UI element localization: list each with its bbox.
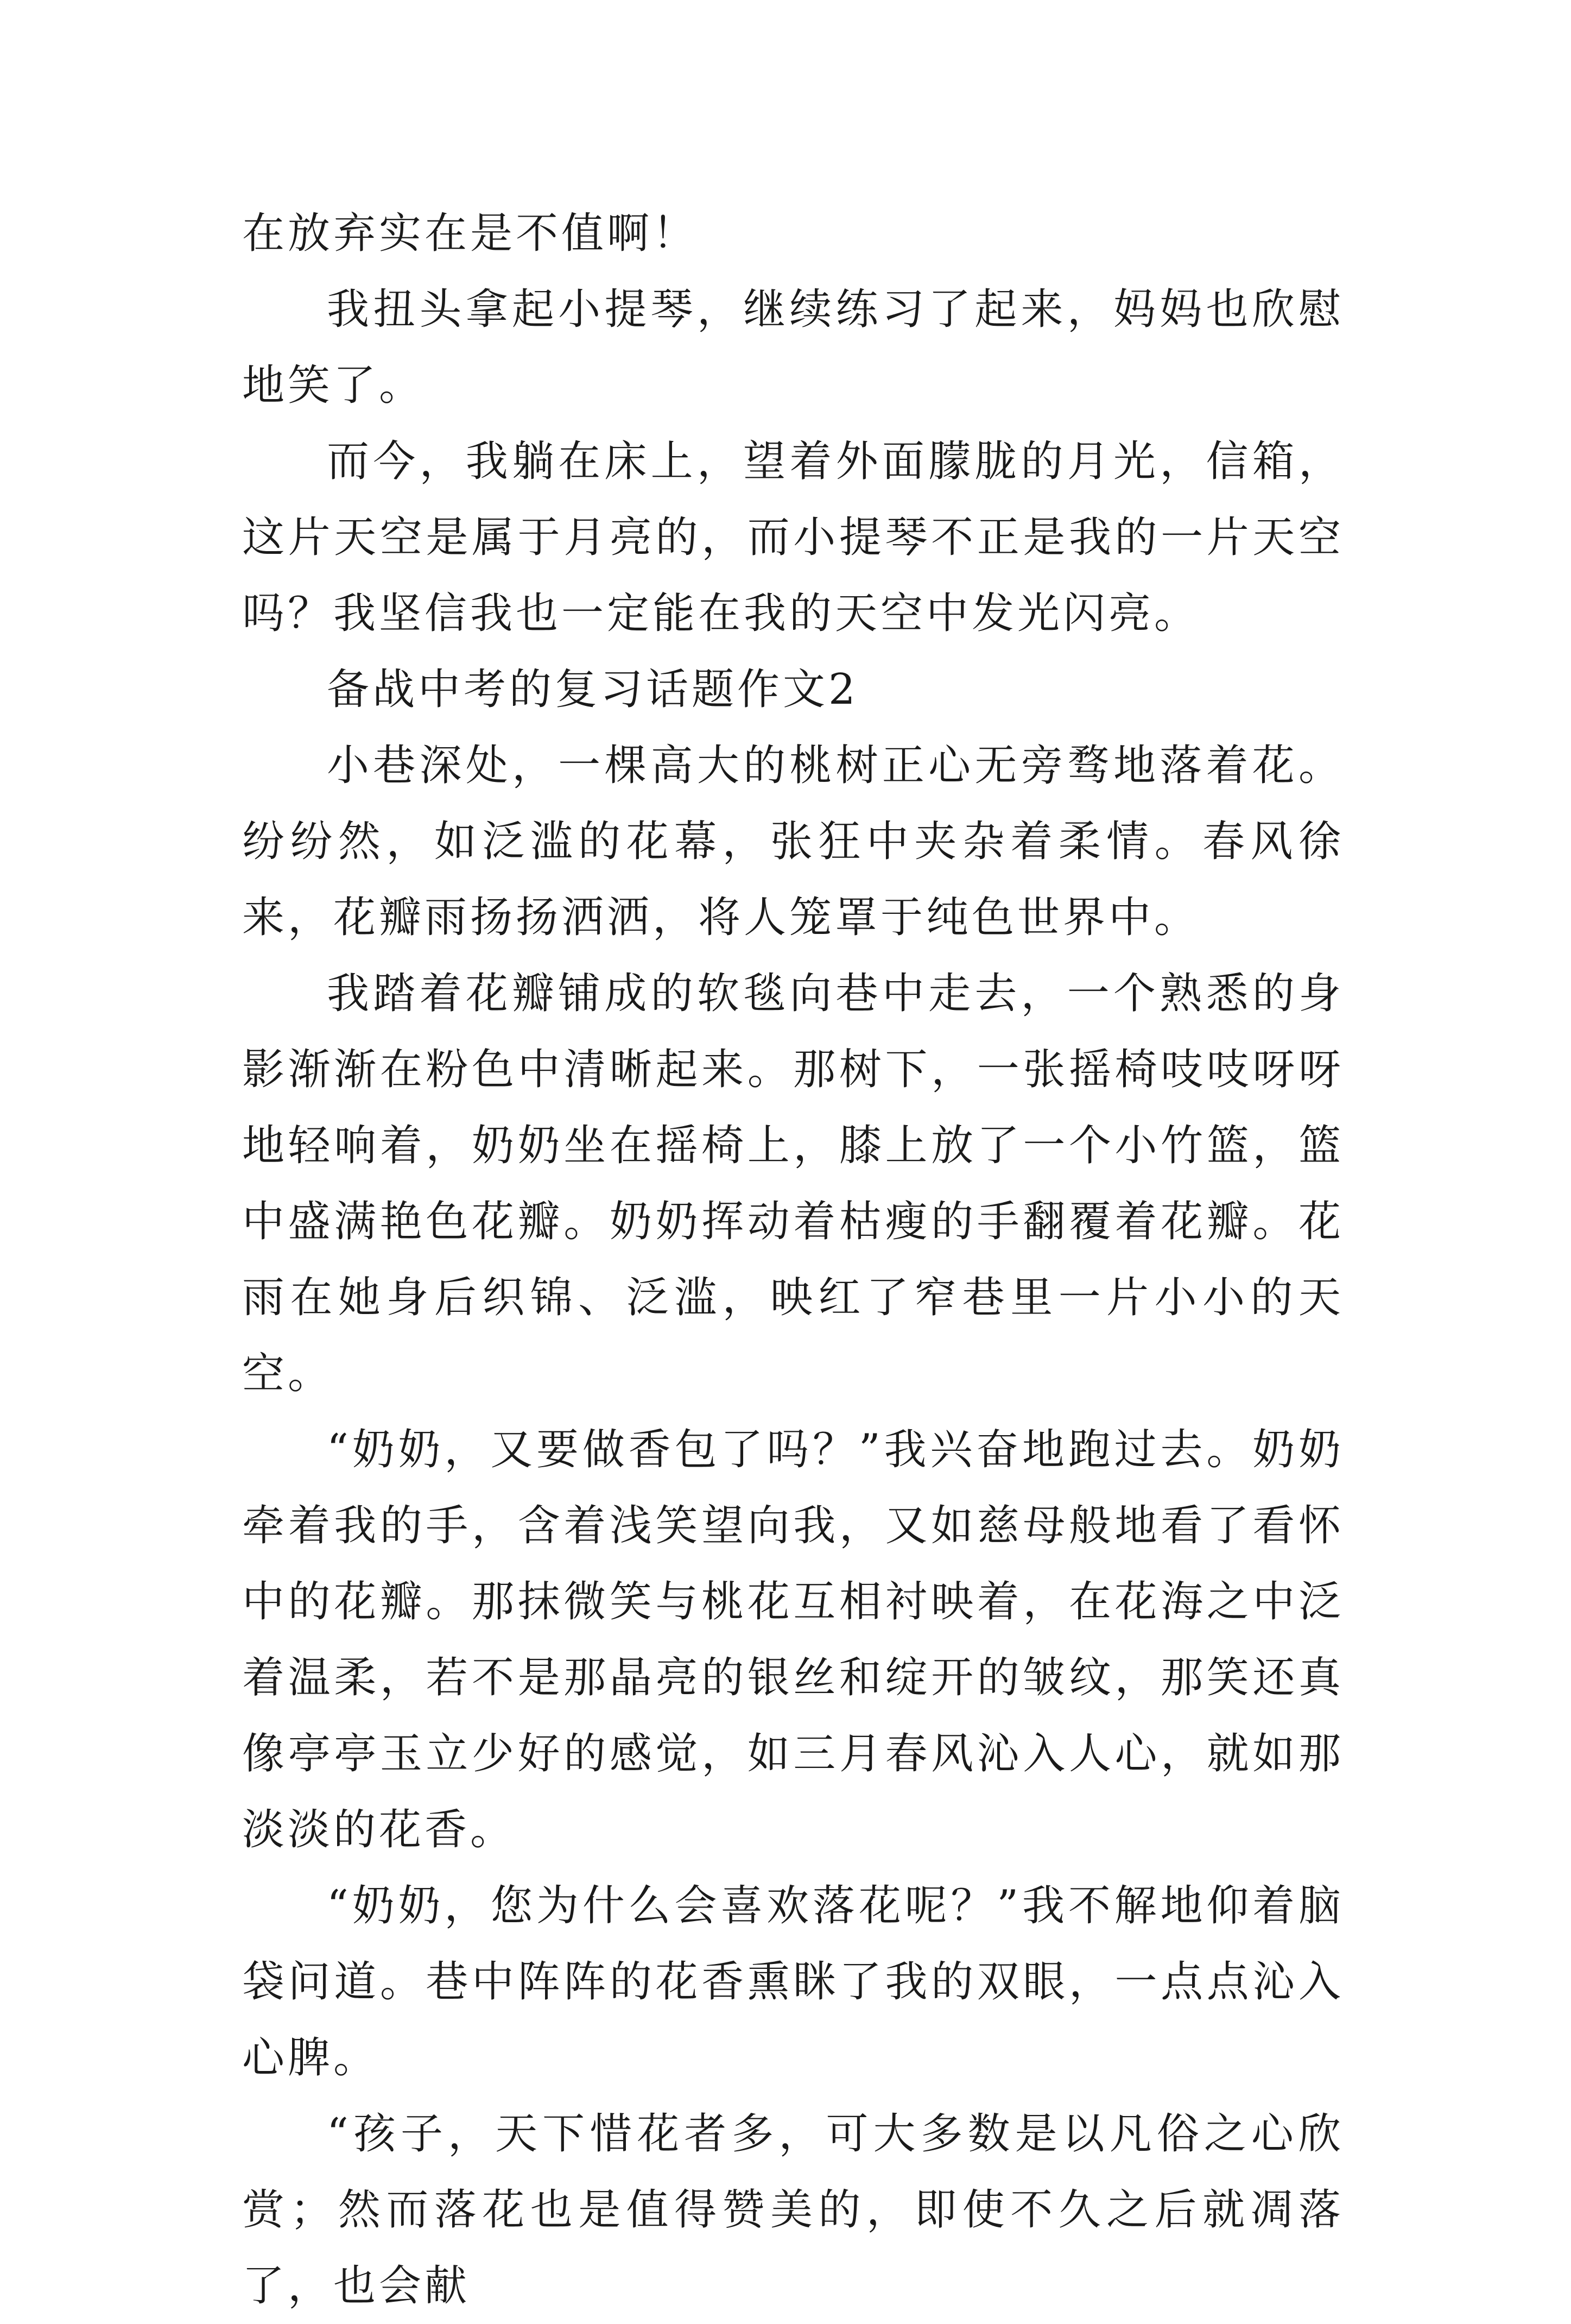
paragraph-dialogue: “孩子，天下惜花者多，可大多数是以凡俗之心欣赏；然而落花也是值得赞美的，即使不久之后就凋落了，也会献	[242, 2110, 1344, 2310]
paragraph-dialogue: “奶奶，您为什么会喜欢落花呢？”我不解地仰着脑袋问道。巷中阵阵的花香熏眯了我的双眼，一点点沁入心脾。	[242, 1881, 1344, 2082]
paragraph: 我踏着花瓣铺成的软毯向巷中走去，一个熟悉的身影渐渐在粉色中清晰起来。那树下，一张摇椅吱吱呀呀地轻响着，奶奶坐在摇椅上，膝上放了一个小竹篮，篮中盛满艳色花瓣。奶奶挥动着枯瘦的手翻覆着花瓣。花雨在她身后织锦、泛滥，映红了窄巷里一片小小的天空。	[242, 969, 1344, 1398]
document-body	[242, 195, 1344, 2324]
paragraph-dialogue: “奶奶，又要做香包了吗？”我兴奋地跑过去。奶奶牵着我的手，含着浅笑望向我，又如慈母般地看了看怀中的花瓣。那抹微笑与桃花互相衬映着，在花海之中泛着温柔，若不是那晶亮的银丝和绽开的皱纹，那笑还真像亭亭玉立少好的感觉，如三月春风沁入人心，就如那淡淡的花香。	[242, 1425, 1344, 1854]
paragraph: 我扭头拿起小提琴，继续练习了起来，妈妈也欣慰地笑了。	[242, 285, 1344, 410]
essay-heading: 备战中考的复习话题作文2	[327, 665, 859, 714]
paragraph: 小巷深处，一棵高大的桃树正心无旁骛地落着花。纷纷然，如泛滥的花幕，张狂中夹杂着柔情。春风徐来，花瓣雨扬扬洒洒，将人笼罩于纯色世界中。	[242, 741, 1344, 942]
paragraph-continuation: 在放弃实在是不值啊！	[242, 209, 699, 258]
paragraph: 而今，我躺在床上，望着外面朦胧的月光，信箱，这片天空是属于月亮的，而小提琴不正是我的一片天空吗？我坚信我也一定能在我的天空中发光闪亮。	[242, 437, 1344, 638]
